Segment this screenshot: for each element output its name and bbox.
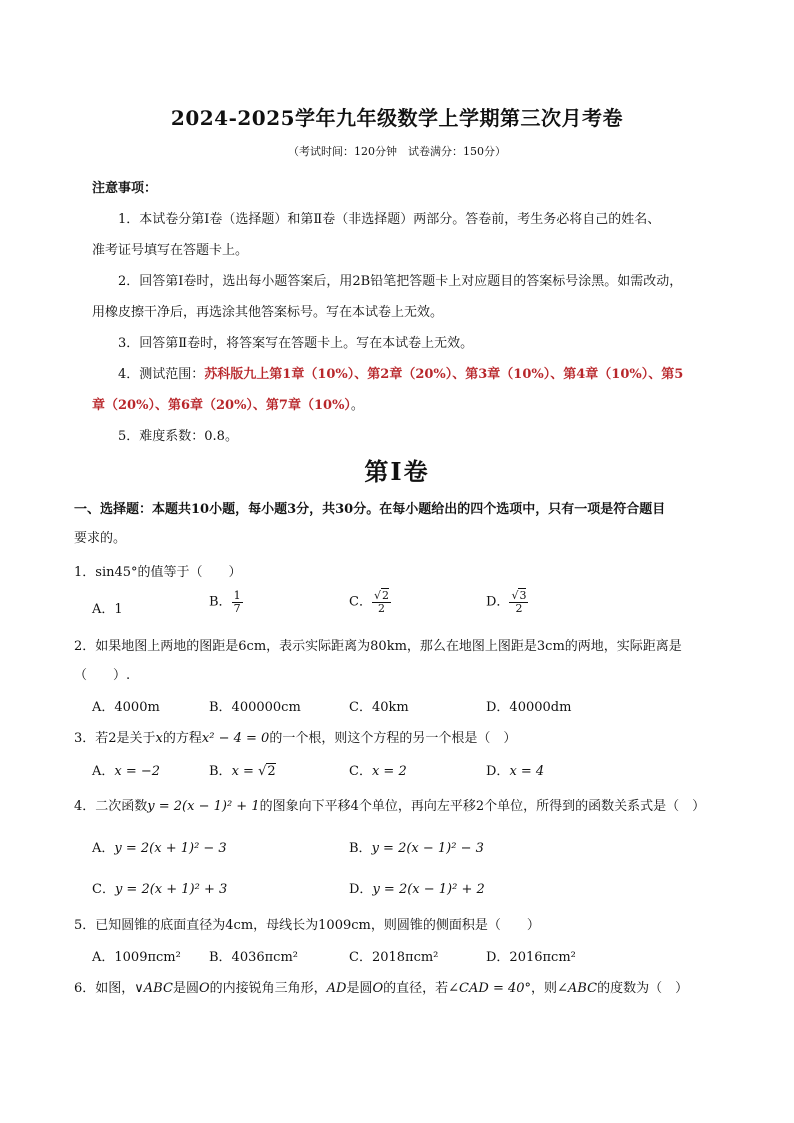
question-1: 1．sin45°的值等于（ ） — [74, 565, 242, 580]
notice-item-4-cont — [92, 394, 364, 413]
q4-option-b: B．y = 2(x − 1)² − 3 — [349, 841, 484, 856]
q1-b-fraction: $\frac{1}{7}$ — [233, 589, 241, 615]
q3-option-c: C．x = 2 — [349, 764, 407, 779]
question-6: 6．如图，∨ABC是圆O的内接锐角三角形，AD是圆O的直径，若∠CAD = 40°，则∠ABC的度数为（ ） — [74, 981, 689, 996]
section-title: 第Ⅰ卷 — [364, 457, 430, 486]
q2-option-b: B．400000cm — [209, 700, 301, 715]
notice-label: 注意事项： — [92, 181, 158, 196]
q5-option-c: C．2018πcm² — [349, 950, 439, 965]
test-scope-cont: 章（20%）、第6章（20%）、第7章（10%） — [92, 398, 351, 413]
q2-option-c: C．40km — [349, 700, 409, 715]
section-intro-cont: 要求的。 — [74, 531, 127, 546]
question-3: 3．若2是关于x的方程x² − 4 = 0的一个根，则这个方程的另一个根是（ ） — [74, 731, 517, 746]
notice-item-2-cont: 用橡皮擦干净后，再选涂其他答案标号。写在本试卷上无效。 — [92, 305, 444, 320]
q2-option-a: A．4000m — [92, 700, 160, 715]
q1-c-fraction: $\frac{√2}{2}$ — [373, 589, 389, 615]
section-intro: 一、选择题：本题共10小题，每小题3分，共30分。在每小题给出的四个选项中，只有一项是符合题目 — [74, 502, 666, 517]
q1-expression: sin45° — [95, 565, 138, 580]
q3-option-a: A．x = −2 — [92, 764, 161, 779]
notice-item-4 — [118, 363, 683, 382]
q5-option-a: A．1009πcm² — [92, 950, 181, 965]
q1-option-d: D． $\frac{√3}{2}$ — [486, 589, 527, 615]
intro-emphasis: 四个选项中 — [470, 502, 536, 517]
q1-option-a: A．1 — [92, 602, 123, 617]
q3-equation: x² − 4 = 0 — [201, 731, 270, 746]
notice-item-4-prefix: 4．测试范围： — [118, 367, 205, 382]
notice-item-1-cont: 准考证号填写在答题卡上。 — [92, 243, 249, 258]
q3-option-b: B．x = √2 — [209, 764, 276, 779]
notice-item-4-suffix: 。 — [350, 398, 364, 413]
question-5: 5．已知圆锥的底面直径为4cm，母线长为1009cm，则圆锥的侧面积是（ ） — [74, 918, 540, 933]
q5-option-d: D．2016πcm² — [486, 950, 576, 965]
exam-info: （考试时间：120分钟 试卷满分：150分） — [288, 145, 506, 158]
notice-item-5: 5．难度系数：0.8。 — [118, 429, 238, 444]
notice-item-2: 2．回答第Ⅰ卷时，选出每小题答案后，用2B铅笔把答题卡上对应题目的答案标号涂黑。如需改动， — [118, 274, 683, 289]
q3-option-d: D．x = 4 — [486, 764, 545, 779]
page-title: 2024-2025学年九年级数学上学期第三次月考卷 — [170, 106, 624, 130]
notice-item-3: 3．回答第Ⅱ卷时，将答案写在答题卡上。写在本试卷上无效。 — [118, 336, 474, 351]
q4-option-d: D．y = 2(x − 1)² + 2 — [349, 882, 485, 897]
q1-option-b: B． $\frac{1}{7}$ — [209, 589, 241, 615]
notice-item-1: 1．本试卷分第Ⅰ卷（选择题）和第Ⅱ卷（非选择题）两部分。答卷前，考生务必将自己的姓名、 — [118, 212, 661, 227]
q5-option-b: B．4036πcm² — [209, 950, 299, 965]
q1-d-fraction: $\frac{√3}{2}$ — [511, 589, 527, 615]
question-2-cont: （ ）. — [74, 668, 131, 683]
question-2: 2．如果地图上两地的图距是6cm，表示实际距离为80km，那么在地图上图距是3cm的两地，实际距离是 — [74, 639, 682, 654]
q4-function: y = 2(x − 1)² + 1 — [147, 799, 260, 814]
q1-option-c: C． $\frac{√2}{2}$ — [349, 589, 389, 615]
q2-option-d: D．40000dm — [486, 700, 572, 715]
q4-option-a: A．y = 2(x + 1)² − 3 — [92, 841, 227, 856]
question-4: 4．二次函数y = 2(x − 1)² + 1的图象向下平移4个单位，再向左平移2个单位，所得到的函数关系式是（ ） — [74, 799, 706, 814]
q4-option-c: C．y = 2(x + 1)² + 3 — [92, 882, 228, 897]
test-scope: 苏科版九上第1章（10%）、第2章（20%）、第3章（10%）、第4章（10%）、第5 — [204, 367, 684, 382]
